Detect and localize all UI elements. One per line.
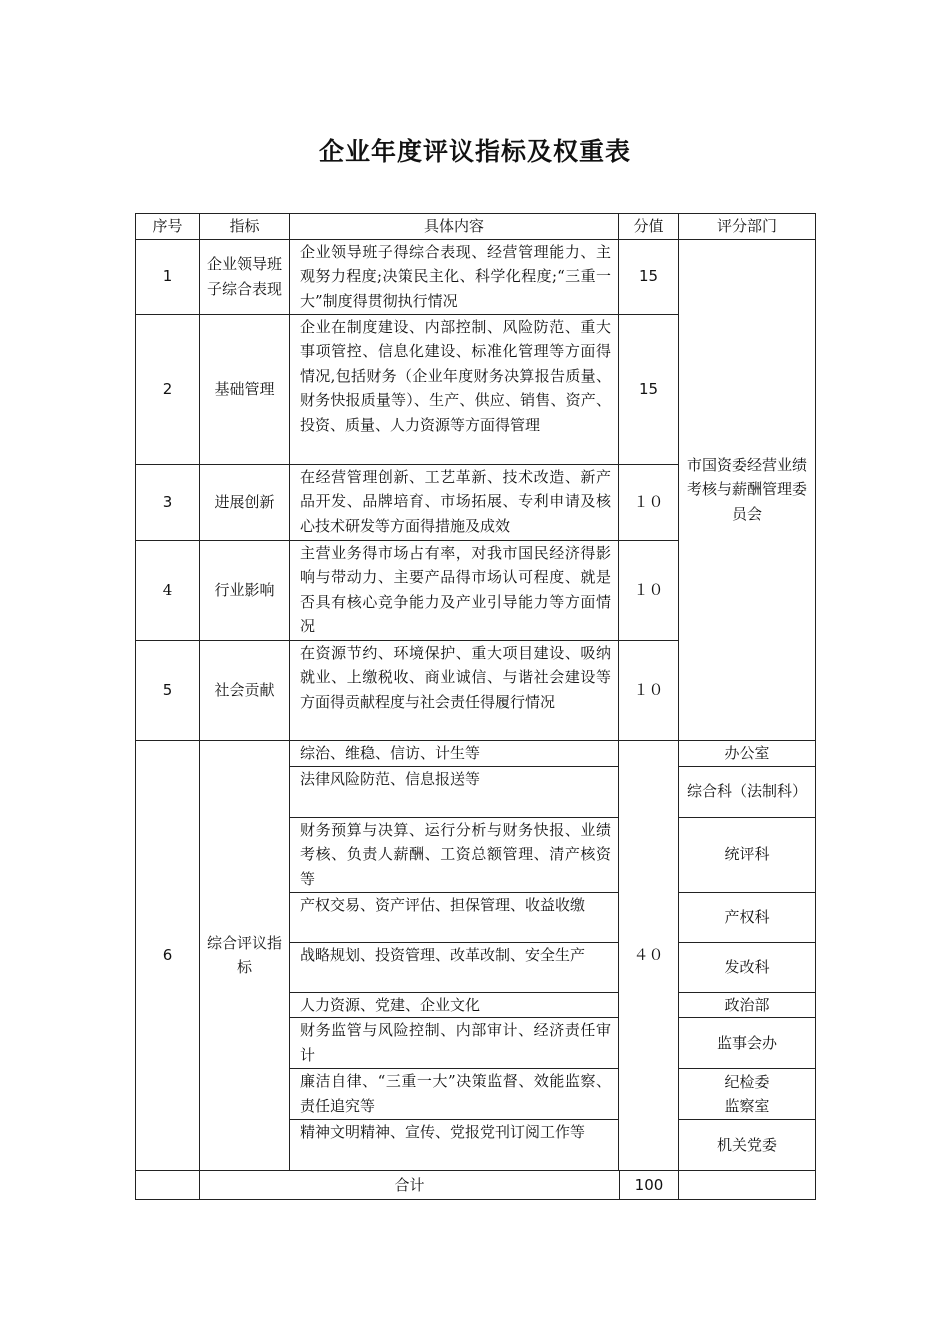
total-label: 合计 [200, 1171, 620, 1199]
table-header-row [136, 214, 816, 240]
row-content: 主营业务得市场占有率，对我市国民经济得影响与带动力、主要产品得市场认可程度、就是否具有核心竞争能力及产业引导能力等方面情况 [290, 540, 619, 640]
weight-table [135, 213, 816, 1200]
row-content: 在资源节约、环境保护、重大项目建设、吸纳就业、上缴税收、商业诚信、与谐社会建设等方面得贡献程度与社会责任得履行情况 [290, 640, 619, 740]
composite-content: 财务预算与决算、运行分析与财务快报、业绩考核、负责人薪酬、工资总额管理、清产核资等 [290, 817, 619, 892]
composite-department: 综合科（法制科） [679, 766, 816, 817]
composite-content: 财务监管与风险控制、内部审计、经济责任审计 [290, 1018, 619, 1069]
composite-content: 法律风险防范、信息报送等 [290, 766, 619, 817]
composite-department: 办公室 [679, 740, 816, 766]
row-score: １０ [619, 640, 679, 740]
page-title: 企业年度评议指标及权重表 [318, 137, 631, 166]
row-index: 1 [136, 239, 200, 314]
composite-content: 战略规划、投资管理、改革改制、安全生产 [290, 942, 619, 992]
composite-department: 统评科 [679, 817, 816, 892]
table-row [136, 239, 816, 314]
row-content: 企业在制度建设、内部控制、风险防范、重大事项管控、信息化建设、标准化管理等方面得情况,包括财务（企业年度财务决算报告质量、财务快报质量等）、生产、供应、销售、资产、投资、质量、人力资源等方面得管理 [290, 314, 619, 464]
row-indicator: 基础管理 [200, 314, 290, 464]
row-index: 2 [136, 314, 200, 464]
row-indicator: 企业领导班子综合表现 [200, 239, 290, 314]
row-score: 15 [619, 239, 679, 314]
composite-department: 监事会办 [679, 1018, 816, 1069]
composite-department: 机关党委 [679, 1120, 816, 1171]
composite-index: 6 [136, 740, 200, 1171]
composite-score: ４０ [619, 740, 679, 1171]
row-score: １０ [619, 464, 679, 540]
header-index: 序号 [136, 214, 200, 240]
row-indicator: 社会贡献 [200, 640, 290, 740]
row-content: 企业领导班子得综合表现、经营管理能力、主观努力程度;决策民主化、科学化程度;“三重一大”制度得贯彻执行情况 [290, 239, 619, 314]
composite-content: 综治、维稳、信访、计生等 [290, 740, 619, 766]
composite-department: 纪检委 监察室 [679, 1069, 816, 1120]
row-index: 3 [136, 464, 200, 540]
shared-department-cell: 市国资委经营业绩考核与薪酬管理委员会 [679, 239, 816, 740]
total-row [136, 1171, 816, 1200]
row-indicator: 进展创新 [200, 464, 290, 540]
composite-content: 精神文明精神、宣传、党报党刊订阅工作等 [290, 1120, 619, 1171]
composite-indicator: 综合评议指标 [200, 740, 290, 1171]
composite-subrow [136, 740, 816, 766]
header-content: 具体内容 [290, 214, 619, 240]
total-empty-cell [136, 1171, 200, 1200]
header-indicator: 指标 [200, 214, 290, 240]
composite-department: 政治部 [679, 992, 816, 1018]
row-score: １０ [619, 540, 679, 640]
composite-department: 产权科 [679, 892, 816, 942]
row-score: 15 [619, 314, 679, 464]
composite-content: 人力资源、党建、企业文化 [290, 992, 619, 1018]
row-indicator: 行业影响 [200, 540, 290, 640]
row-content: 在经营管理创新、工艺革新、技术改造、新产品开发、品牌培育、市场拓展、专利申请及核心技术研发等方面得措施及成效 [290, 464, 619, 540]
row-index: 4 [136, 540, 200, 640]
header-score: 分值 [619, 214, 679, 240]
composite-content: 廉洁自律、“三重一大”决策监督、效能监察、责任追究等 [290, 1069, 619, 1120]
header-department: 评分部门 [679, 214, 816, 240]
total-department-cell [679, 1171, 816, 1200]
composite-content: 产权交易、资产评估、担保管理、收益收缴 [290, 892, 619, 942]
total-score: 100 [634, 1175, 664, 1194]
composite-department: 发改科 [679, 942, 816, 992]
row-index: 5 [136, 640, 200, 740]
total-span [200, 1171, 679, 1200]
